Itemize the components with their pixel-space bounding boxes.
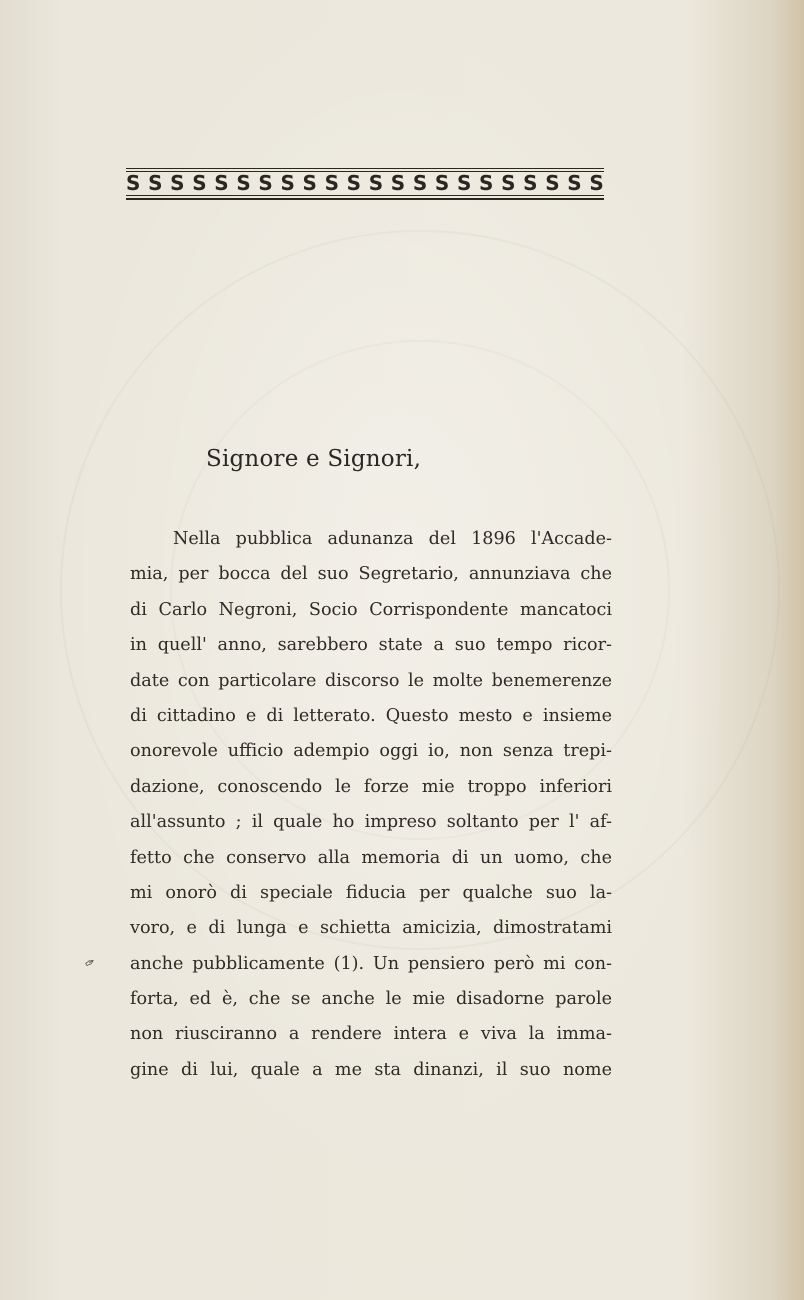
ornament-glyph-row: [126, 172, 604, 194]
ornament-glyph: S: [148, 171, 163, 195]
text-line: anche pubblicamente (1). Un pensiero però mi con-: [130, 953, 612, 974]
ornament-glyph: S: [170, 171, 185, 195]
ornament-glyph: S: [258, 171, 273, 195]
text-line: dazione, conoscendo le forze mie troppo inferiori: [130, 776, 612, 797]
ornamental-header-band: [126, 166, 604, 202]
ornament-rule-bottom-inner: [126, 195, 604, 196]
text-line: onorevole ufficio adempio oggi io, non senza trepi-: [130, 741, 612, 762]
text-line: mi onorò di speciale fiducia per qualche suo la-: [130, 882, 612, 903]
ornament-glyph: S: [346, 171, 362, 195]
ornament-glyph: S: [280, 171, 295, 195]
ornament-glyph: S: [214, 171, 229, 195]
ornament-glyph: S: [479, 171, 494, 195]
ink-speck-mark: ✑: [82, 954, 98, 972]
ornament-glyph: S: [412, 171, 428, 195]
ornament-glyph: S: [236, 171, 251, 195]
ornament-glyph: S: [434, 171, 450, 195]
text-line: all'assunto ; il quale ho impreso soltanto per l' af-: [130, 812, 612, 833]
ornament-glyph: S: [523, 171, 538, 195]
ornament-glyph: S: [324, 171, 339, 195]
ornament-rule-top: [126, 168, 604, 169]
ornament-glyph: S: [456, 171, 472, 195]
text-line: di Carlo Negroni, Socio Corrispondente mancatoci: [130, 599, 612, 620]
text-line: gine di lui, quale a me sta dinanzi, il suo nome: [130, 1059, 612, 1080]
ornament-rule-bottom: [126, 198, 604, 200]
ornament-glyph: S: [368, 171, 384, 195]
ornament-glyph: S: [192, 171, 207, 195]
text-line: Nella pubblica adunanza del 1896 l'Accade-: [173, 529, 612, 549]
text-line: mia, per bocca del suo Segretario, annunziava che: [130, 564, 612, 585]
salutation-heading: Signore e Signori,: [206, 446, 422, 472]
text-line: non riusciranno a rendere intera e viva la imma-: [130, 1024, 612, 1045]
ornament-glyph: S: [390, 171, 406, 195]
ornament-glyph: S: [545, 171, 560, 195]
text-line: voro, e di lunga e schietta amicizia, dimostratami: [130, 918, 612, 939]
text-line: in quell' anno, sarebbero state a suo tempo ricor-: [130, 635, 612, 656]
text-line: date con particolare discorso le molte benemerenze: [130, 670, 612, 691]
text-line: fetto che conservo alla memoria di un uomo, che: [130, 847, 612, 868]
ornament-glyph: S: [302, 171, 317, 195]
ornament-glyph: S: [589, 171, 604, 195]
text-line: di cittadino e di letterato. Questo mesto e insieme: [130, 705, 612, 726]
ornament-glyph: S: [567, 171, 582, 195]
ornament-glyph: S: [501, 171, 516, 195]
text-line: forta, ed è, che se anche le mie disadorne parole: [130, 989, 612, 1010]
body-paragraph: [130, 522, 612, 1088]
ornament-glyph: S: [126, 171, 141, 195]
